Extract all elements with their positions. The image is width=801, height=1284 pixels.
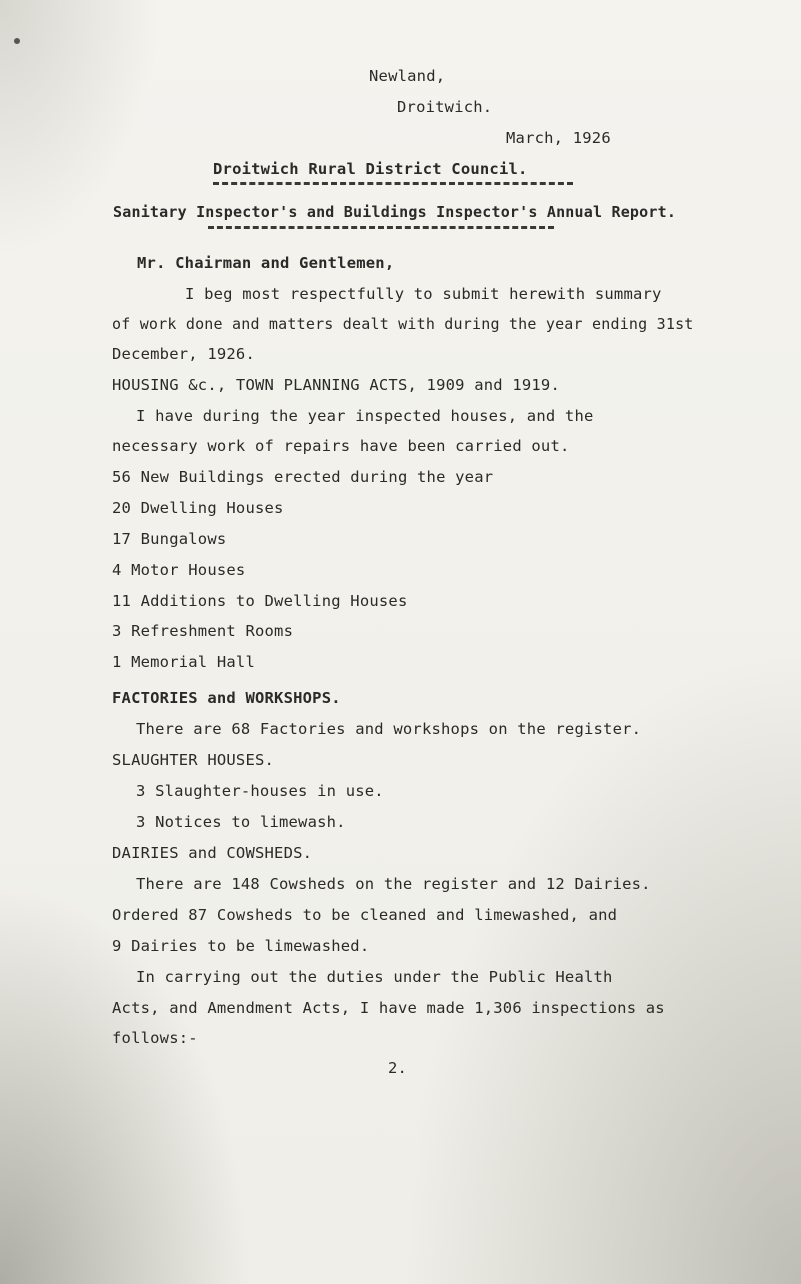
address-line-1: Newland,: [369, 67, 446, 85]
factories-body: There are 68 Factories and workshops on the register.: [136, 720, 642, 738]
salutation: Mr. Chairman and Gentlemen,: [137, 254, 395, 272]
housing-item: 17 Bungalows: [112, 530, 227, 548]
housing-item: 4 Motor Houses: [112, 561, 246, 579]
slaughter-heading: SLAUGHTER HOUSES.: [112, 751, 275, 769]
closing-line-3: follows:-: [112, 1029, 198, 1047]
council-title: Droitwich Rural District Council.: [213, 160, 528, 178]
housing-item: 3 Refreshment Rooms: [112, 622, 294, 640]
dairies-body-1: There are 148 Cowsheds on the register and 12 Dairies.: [136, 875, 651, 893]
address-line-2: Droitwich.: [397, 98, 493, 116]
housing-heading: HOUSING &c., TOWN PLANNING ACTS, 1909 and 1919.: [112, 376, 560, 394]
slaughter-item: 3 Slaughter-houses in use.: [136, 782, 384, 800]
factories-heading: FACTORIES and WORKSHOPS.: [112, 689, 341, 707]
page-number: 2.: [388, 1059, 408, 1077]
closing-line-1: In carrying out the duties under the Public Health: [136, 968, 613, 986]
housing-body-1: I have during the year inspected houses, and the: [136, 407, 594, 425]
dairies-body-3: 9 Dairies to be limewashed.: [112, 937, 370, 955]
report-date: March, 1926: [506, 129, 611, 147]
housing-item: 56 New Buildings erected during the year: [112, 468, 494, 486]
intro-line-1: I beg most respectfully to submit herewith summary: [185, 285, 662, 303]
dairies-heading: DAIRIES and COWSHEDS.: [112, 844, 313, 862]
council-title-underline: [213, 182, 573, 185]
closing-line-2: Acts, and Amendment Acts, I have made 1,306 inspections as: [112, 999, 665, 1017]
punch-hole: [14, 38, 20, 44]
housing-item: 1 Memorial Hall: [112, 653, 255, 671]
report-title-underline: [208, 226, 554, 229]
slaughter-item: 3 Notices to limewash.: [136, 813, 346, 831]
housing-item: 20 Dwelling Houses: [112, 499, 284, 517]
housing-item: 11 Additions to Dwelling Houses: [112, 592, 408, 610]
report-title: Sanitary Inspector's and Buildings Inspector's Annual Report.: [113, 203, 677, 221]
intro-line-3: December, 1926.: [112, 345, 255, 363]
dairies-body-2: Ordered 87 Cowsheds to be cleaned and limewashed, and: [112, 906, 618, 924]
housing-body-2: necessary work of repairs have been carried out.: [112, 437, 570, 455]
intro-line-2: of work done and matters dealt with during the year ending 31st: [112, 315, 694, 333]
